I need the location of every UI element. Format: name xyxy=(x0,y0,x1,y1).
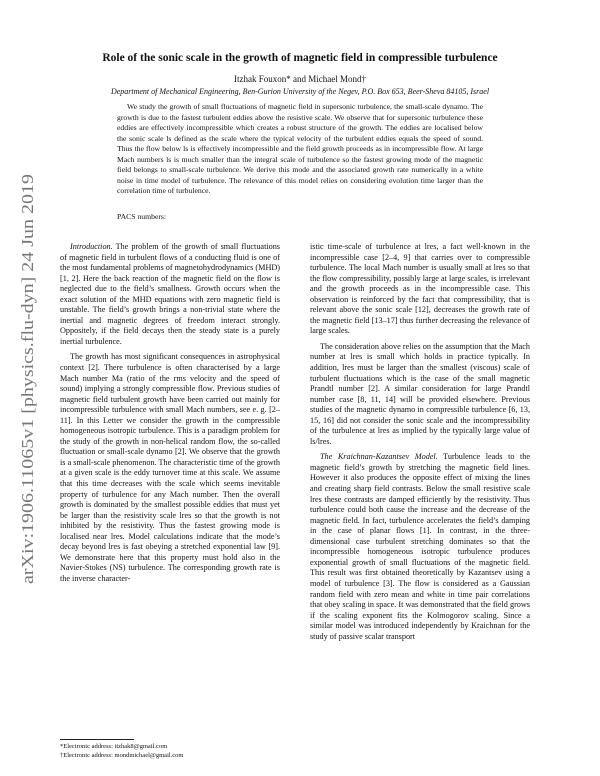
paper-title: Role of the sonic scale in the growth of magnetic field in compressible turbulence xyxy=(102,52,498,64)
paragraph-text: The consideration above relies on the assumption that the Mach number at lres is small which holds in practice typically. In addition, lres must be larger than the smallest (viscous) scale of turbulent fluctuations which is the case of the small magnetic Prandtl number [2]. A similar consideration for large Prandtl number case [8, 11, 14] will be provided elsewhere. Previous studies of the magnetic dynamo in compressible turbulence [6, 13, 15, 16] did not consider the sonic scale and the incompressibility of the turbulence at lres as implied by the typically large value of ls/lres. xyxy=(310,341,530,446)
abstract: We study the growth of small fluctuations of magnetic field in supersonic turbulence, the small-scale dynamo. The growth is due to the fastest turbulent eddies above the resistive scale. We observe that for supersonic turbulence these eddies are effectively incompressible which creates a robust structure of the growth. The eddies are localised below the sonic scale ls defined as the scale where the typical velocity of the turbulent eddies equals the speed of sound. Thus the flow below ls is effectively incompressible and the field growth proceeds as in incompressible flow. At large Mach numbers ls is much smaller than the integral scale of turbulence so the fastest growing mode of the magnetic field belongs to small-scale turbulence. We derive this mode and the associated growth rate numerically in a white noise in time model of turbulence. The relevance of this model relies on considering evolution time larger than the correlation time of turbulence. xyxy=(117,102,483,195)
paragraph-text: The growth has most significant consequences in astrophysical context [2]. There turbulence is often characterised by a large Mach number Ma (ratio of the rms velocity and the speed of sound) implying a strongly compressible flow. Previous studies of magnetic field turbulent growth have been carried out mainly for incompressible turbulence with small Mach numbers, see e. g. [2–11]. In this Letter we consider the growth in the compressible homogeneous isotropic turbulence. This is a paradigm problem for the study of the growth in non-helical random flow, the so-called fluctuation or small-scale dynamo [2]. We observe that the growth is a small-scale phenomenon. The characteristic time of the growth at a given scale is the eddy turnover time at this scale. We assume that this time decreases with the scale which seems inevitable property of turbulence for any Mach number. Then the overall growth is dominated by the smallest possible eddies that must yet be larger than the resistivity scale lres so that the growth is not inhibited by the resistivity. Thus the fastest growing mode is localised near lres. Model calculations indicate that the mode’s decay beyond lres is fast obeying a stretched exponential law [9]. We demonstrate here that this property must hold also in the Navier-Stokes (NS) turbulence. The corresponding growth rate is the inverse character- xyxy=(60,352,280,583)
paragraph xyxy=(310,242,530,337)
paragraph-text: The problem of the growth of small fluctuations of magnetic field in turbulent flows of a conducting fluid is one of the most fundamental problems of magnetohydrodynamics (MHD) [1, 2]. Here the back reaction of the magnetic field on the flow is neglected due to the field’s smallness. Growth occurs when the exact solution of the MHD equations with zero magnetic field is unstable. The field’s growth brings a non-trivial state where the inertial and magnetic degrees of freedom interact strongly. Oppositely, if the field decays then the steady state is a purely inertial turbulence. xyxy=(60,242,280,346)
footnote-rule xyxy=(60,739,134,740)
arxiv-stamp-text: arXiv:1906.11065v1 [physics.flu-dyn] 24 Jun 2019 xyxy=(18,235,37,584)
paragraph xyxy=(60,242,280,347)
paragraph xyxy=(60,352,280,584)
paragraph-lead: Introduction. xyxy=(70,242,113,251)
left-column xyxy=(60,242,280,674)
footnote-email-2: †Electronic address: mondmichael@gmail.com xyxy=(60,751,184,759)
footnotes xyxy=(60,743,300,760)
right-column xyxy=(310,242,530,756)
affiliation: Department of Mechanical Engineering, Ben-Gurion University of the Negev, P.O. Box 653, Beer-Sheva 84105, Israel xyxy=(110,87,490,96)
paragraph xyxy=(310,452,530,642)
paragraph xyxy=(310,342,530,447)
arxiv-stamp xyxy=(5,168,45,588)
paragraph-text: Turbulence leads to the magnetic field’s growth by stretching the magnetic field lines. However it also produces the opposite effect of mixing the lines and creating sharp field contrasts. Below the small resistive scale lres these contrasts are damped efficiently by the resistivity. Thus turbulence could both cause the increase and the decrease of the magnetic field. In fact, turbulence accelerates the field’s damping in the case of planar flows [1]. In contrast, in the three-dimensional case turbulent stretching dominates so that the incompressible homogeneous isotropic turbulence produces exponential growth of small fluctuations of the magnetic field. This result was first obtained theoretically by Kazantsev using a model of turbulence [3]. The flow is considered as a Gaussian random field with zero mean and white in time pair correlations that obey scaling in space. It was demonstrated that the field grows if the scaling exponent fits the Kolmogorov scaling. Since a similar model was introduced independently by Kraichnan for the study of passive scalar transport xyxy=(310,452,530,641)
paragraph-lead: The Kraichnan-Kazantsev Model. xyxy=(320,452,438,462)
pacs-numbers: PACS numbers: xyxy=(117,212,167,221)
paragraph-text: istic time-scale of turbulence at lres, a fact well-known in the incompressible case [2–4, 9] that carries over to compressible turbulence. The local Mach number is usually small at lres so that the flow compressibility, possibly large at large scales, is irrelevant and the growth proceeds as in the incompressible case. This observation is reinforced by the fact that compressibility, that is relevant above the sonic scale [12], decreases the growth rate of the magnetic field [13–17] thus further decreasing the relevance of large scales. xyxy=(310,242,530,336)
footnote-email-1: *Electronic address: itzhak8@gmail.com xyxy=(60,743,168,750)
authors: Itzhak Fouxon* and Michael Mond† xyxy=(234,74,366,84)
